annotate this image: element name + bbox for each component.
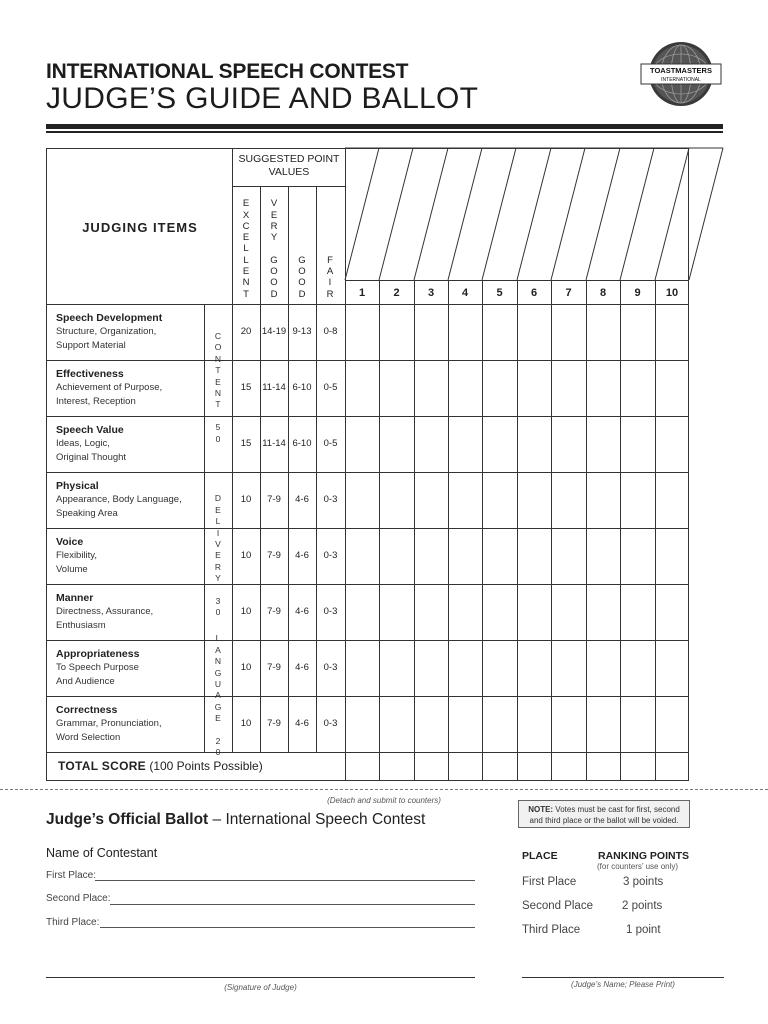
rating-column-1: E X C E L L E N T (242, 198, 250, 300)
ballot-title-rest: – International Speech Contest (208, 811, 426, 828)
contestant-number-5: 5 (496, 287, 503, 299)
score-cell[interactable] (449, 417, 481, 471)
score-cell[interactable] (587, 417, 619, 471)
score-cell[interactable] (552, 473, 585, 527)
point-value: 9-13 (292, 326, 312, 337)
item-desc-line: Achievement of Purpose, (56, 382, 163, 393)
score-cell[interactable] (449, 529, 481, 583)
score-cell[interactable] (449, 697, 481, 751)
contestant-number-9: 9 (634, 287, 641, 299)
score-cell[interactable] (656, 529, 688, 583)
score-cell[interactable] (380, 473, 413, 527)
ballot-title (46, 811, 425, 829)
item-desc-line: Speaking Area (56, 508, 118, 519)
score-cell[interactable] (346, 697, 378, 751)
point-value: 11-14 (262, 438, 286, 449)
total-score-cell[interactable] (380, 753, 413, 779)
score-cell[interactable] (621, 417, 654, 471)
score-cell[interactable] (483, 361, 516, 415)
score-cell[interactable] (518, 305, 550, 359)
total-score-cell[interactable] (346, 753, 378, 779)
point-value: 20 (240, 326, 252, 337)
point-value: 7-9 (267, 606, 281, 617)
rating-column-3: G O O D (298, 254, 306, 300)
score-cell[interactable] (552, 585, 585, 639)
point-value: 4-6 (295, 494, 309, 505)
score-cell[interactable] (621, 361, 654, 415)
score-cell[interactable] (346, 585, 378, 639)
score-cell[interactable] (380, 641, 413, 695)
score-cell[interactable] (587, 361, 619, 415)
point-value: 7-9 (267, 718, 281, 729)
total-score-cell[interactable] (552, 753, 585, 779)
total-score-cell[interactable] (656, 753, 688, 779)
contestant-number-4: 4 (461, 287, 469, 299)
svg-text:INTERNATIONAL: INTERNATIONAL (661, 77, 701, 83)
score-cell[interactable] (380, 585, 413, 639)
point-value: 10 (240, 494, 252, 505)
score-cell[interactable] (380, 529, 413, 583)
point-value: 0-3 (323, 606, 338, 617)
item-desc-line: Ideas, Logic, (56, 438, 110, 449)
item-desc-line: Directness, Assurance, (56, 606, 154, 617)
score-cell[interactable] (656, 417, 688, 471)
note-label: NOTE: (528, 805, 554, 814)
counters-note: (for counters’ use only) (597, 862, 679, 871)
score-cell[interactable] (587, 305, 619, 359)
point-value: 10 (240, 550, 252, 561)
rank-points-2: 2 points (622, 900, 663, 912)
contestant-number-7: 7 (565, 287, 572, 299)
score-cell[interactable] (518, 697, 550, 751)
score-cell[interactable] (518, 361, 550, 415)
score-cell[interactable] (518, 641, 550, 695)
score-cell[interactable] (346, 473, 378, 527)
point-value: 11-14 (262, 382, 286, 393)
total-score-cell[interactable] (415, 753, 447, 779)
score-cell[interactable] (449, 585, 481, 639)
point-value: 10 (240, 718, 252, 729)
ballot-note (518, 800, 690, 828)
score-cell[interactable] (415, 417, 447, 471)
rating-column-2: V E R Y G O O D (270, 198, 278, 300)
point-value: 0-3 (323, 550, 338, 561)
score-cell[interactable] (346, 641, 378, 695)
score-cell[interactable] (415, 361, 447, 415)
score-cell[interactable] (621, 529, 654, 583)
first-place-label: First Place: (46, 870, 97, 881)
name-of-contestant-label: Name of Contestant (46, 846, 158, 860)
slanted-line (448, 148, 482, 280)
score-cell[interactable] (346, 305, 378, 359)
item-description (56, 549, 97, 577)
score-cell[interactable] (380, 697, 413, 751)
score-cell[interactable] (621, 697, 654, 751)
score-cell[interactable] (380, 417, 413, 471)
point-value: 4-6 (295, 606, 309, 617)
score-cell[interactable] (483, 641, 516, 695)
item-desc-line: Structure, Organization, (56, 326, 157, 337)
score-cell[interactable] (656, 305, 688, 359)
point-value: 7-9 (267, 494, 281, 505)
score-cell[interactable] (483, 417, 516, 471)
first-place-field[interactable] (95, 880, 475, 881)
ballot-title-bold: Judge’s Official Ballot (46, 811, 209, 828)
point-value: 14-19 (261, 326, 287, 337)
category-label: D E L I V E R Y 3 0 (214, 493, 222, 618)
score-cell[interactable] (449, 473, 481, 527)
slanted-line (345, 148, 379, 280)
rank-points-1: 3 points (623, 876, 664, 888)
item-desc-line: Word Selection (56, 732, 121, 743)
contest-title: INTERNATIONAL SPEECH CONTEST (46, 60, 409, 83)
score-cell[interactable] (449, 305, 481, 359)
slanted-line (517, 148, 551, 280)
slanted-line (379, 148, 413, 280)
item-title: Physical (56, 480, 99, 492)
item-desc-line: Volume (56, 564, 88, 575)
detach-note: (Detach and submit to counters) (327, 796, 441, 805)
point-value: 0-3 (323, 494, 338, 505)
score-cell[interactable] (449, 361, 481, 415)
score-cell[interactable] (656, 641, 688, 695)
point-value: 6-10 (292, 382, 312, 393)
item-title: Voice (56, 536, 84, 548)
score-cell[interactable] (587, 529, 619, 583)
point-value: 7-9 (267, 662, 281, 673)
item-description (56, 493, 182, 521)
contestant-number-8: 8 (599, 287, 607, 299)
rank-place-1: First Place (522, 876, 577, 888)
item-title: Effectiveness (56, 368, 124, 380)
score-cell[interactable] (380, 361, 413, 415)
score-cell[interactable] (552, 305, 585, 359)
item-description (56, 605, 153, 633)
item-description (56, 437, 126, 465)
score-cell[interactable] (483, 585, 516, 639)
item-desc-line: And Audience (56, 676, 115, 687)
contestant-number-6: 6 (530, 287, 538, 299)
suggested-points-header: SUGGESTED POINT VALUES (238, 153, 340, 178)
point-value: 6-10 (292, 438, 312, 449)
score-cell[interactable] (518, 529, 550, 583)
judging-items-header: JUDGING ITEMS (82, 220, 198, 235)
item-desc-line: Interest, Reception (56, 396, 136, 407)
score-cell[interactable] (483, 529, 516, 583)
point-value: 4-6 (295, 550, 309, 561)
point-value: 4-6 (295, 718, 309, 729)
category-label: C O N T E N T 5 0 (214, 331, 222, 444)
judge-name-field[interactable] (522, 977, 724, 978)
total-score-cell[interactable] (449, 753, 481, 779)
item-title: Correctness (56, 704, 118, 716)
score-cell[interactable] (415, 585, 447, 639)
slanted-line (482, 148, 516, 280)
total-score-title: TOTAL SCORE (58, 759, 146, 773)
item-title: Speech Development (56, 312, 163, 324)
place-header: PLACE (522, 850, 558, 862)
item-desc-line: Grammar, Pronunciation, (56, 718, 162, 729)
score-cell[interactable] (415, 305, 447, 359)
score-cell[interactable] (449, 641, 481, 695)
category-label: L A N G U A G E 2 0 (214, 633, 222, 758)
score-cell[interactable] (346, 417, 378, 471)
item-title: Manner (56, 592, 94, 604)
contestant-number-10: 10 (665, 287, 679, 299)
score-cell[interactable] (346, 529, 378, 583)
score-cell[interactable] (518, 417, 550, 471)
score-cell[interactable] (656, 697, 688, 751)
item-desc-line: Flexibility, (56, 550, 97, 561)
point-value: 0-5 (323, 438, 338, 449)
rank-points-3: 1 point (626, 924, 661, 936)
score-cell[interactable] (552, 417, 585, 471)
point-value: 0-3 (323, 718, 338, 729)
score-cell[interactable] (621, 585, 654, 639)
svg-text:TOASTMASTERS: TOASTMASTERS (650, 66, 712, 75)
score-cell[interactable] (552, 641, 585, 695)
score-cell[interactable] (518, 585, 550, 639)
point-value: 0-8 (323, 326, 338, 337)
slanted-line (655, 148, 689, 280)
detach-line (0, 789, 768, 790)
third-place-field[interactable] (100, 927, 475, 928)
rank-place-2: Second Place (522, 900, 593, 912)
total-score-cell[interactable] (518, 753, 550, 779)
page-title: JUDGE’S GUIDE AND BALLOT (46, 82, 479, 115)
point-value: 15 (240, 438, 252, 449)
judge-signature-field[interactable] (46, 977, 475, 978)
signature-caption: (Signature of Judge) (224, 983, 297, 992)
score-cell[interactable] (552, 361, 585, 415)
item-description (56, 325, 156, 353)
score-cell[interactable] (415, 473, 447, 527)
score-cell[interactable] (587, 473, 619, 527)
item-description (56, 717, 162, 745)
score-cell[interactable] (621, 305, 654, 359)
point-value: 10 (240, 662, 252, 673)
item-desc-line: Original Thought (56, 452, 127, 463)
total-score-note: (100 Points Possible) (149, 759, 263, 773)
score-cell[interactable] (518, 473, 550, 527)
point-value: 10 (240, 606, 252, 617)
score-cell[interactable] (483, 473, 516, 527)
total-score-cell[interactable] (483, 753, 516, 779)
score-cell[interactable] (415, 697, 447, 751)
slanted-line (689, 148, 723, 280)
score-cell[interactable] (380, 305, 413, 359)
item-title: Speech Value (56, 424, 124, 436)
total-score-cell[interactable] (587, 753, 619, 779)
score-cell[interactable] (483, 697, 516, 751)
score-cell[interactable] (656, 361, 688, 415)
score-cell[interactable] (552, 697, 585, 751)
point-value: 15 (240, 382, 252, 393)
score-cell[interactable] (587, 697, 619, 751)
slanted-line (551, 148, 585, 280)
item-desc-line: Enthusiasm (56, 620, 106, 631)
note-text: Votes must be cast for first, second and third place or the ballot will be voided. (529, 805, 680, 825)
rating-column-4: F A I R (326, 254, 334, 300)
score-cell[interactable] (621, 641, 654, 695)
point-value: 0-5 (323, 382, 338, 393)
slanted-line (620, 148, 654, 280)
score-cell[interactable] (346, 361, 378, 415)
rank-place-3: Third Place (522, 924, 581, 936)
judge-name-caption: (Judge’s Name; Please Print) (571, 980, 675, 989)
total-score-cell[interactable] (621, 753, 654, 779)
item-desc-line: To Speech Purpose (56, 662, 139, 673)
item-desc-line: Appearance, Body Language, (56, 494, 182, 505)
score-cell[interactable] (415, 641, 447, 695)
point-value: 7-9 (267, 550, 281, 561)
score-cell[interactable] (656, 585, 688, 639)
slanted-line (414, 148, 448, 280)
slanted-line (586, 148, 620, 280)
second-place-field[interactable] (110, 904, 475, 905)
score-cell[interactable] (483, 305, 516, 359)
second-place-label: Second Place: (46, 893, 111, 904)
contestant-number-2: 2 (393, 287, 400, 299)
score-cell[interactable] (587, 641, 619, 695)
score-cell[interactable] (415, 529, 447, 583)
score-cell[interactable] (552, 529, 585, 583)
score-cell[interactable] (656, 473, 688, 527)
item-description (56, 661, 139, 689)
item-desc-line: Support Material (56, 340, 126, 351)
score-cell[interactable] (621, 473, 654, 527)
score-cell[interactable] (587, 585, 619, 639)
point-value: 4-6 (295, 662, 309, 673)
ranking-points-header: RANKING POINTS (598, 850, 690, 862)
third-place-label: Third Place: (46, 917, 100, 928)
total-score-label (58, 759, 263, 773)
item-title: Appropriateness (56, 648, 140, 660)
item-description (56, 381, 162, 409)
contestant-number-3: 3 (427, 287, 435, 299)
contestant-number-1: 1 (358, 287, 366, 299)
point-value: 0-3 (323, 662, 338, 673)
